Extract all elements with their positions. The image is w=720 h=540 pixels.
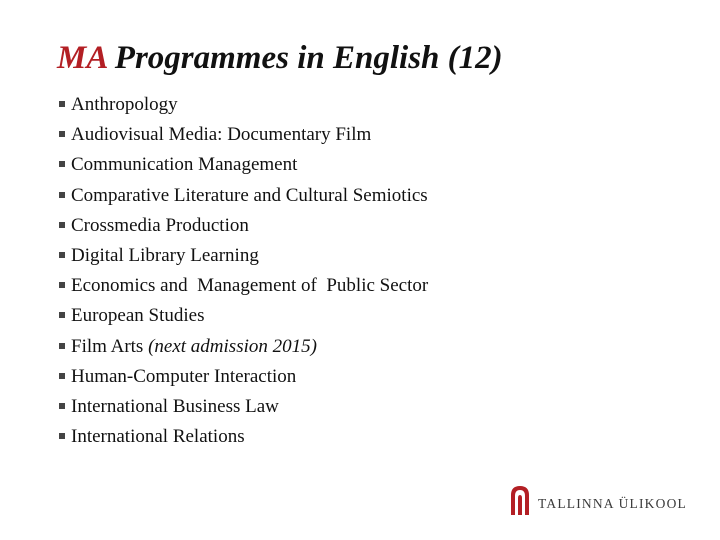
square-bullet-icon xyxy=(59,131,65,137)
programme-name: Comparative Literature and Cultural Semiotics xyxy=(71,184,428,206)
square-bullet-icon xyxy=(59,343,65,349)
list-item xyxy=(58,181,428,211)
square-bullet-icon xyxy=(59,312,65,318)
square-bullet-icon xyxy=(59,373,65,379)
programme-name: Human-Computer Interaction xyxy=(71,365,297,387)
list-item xyxy=(58,422,428,452)
programme-name: Communication Management xyxy=(71,154,298,176)
slide-title xyxy=(57,38,503,78)
programme-name: International Business Law xyxy=(71,395,279,417)
programme-name: Audiovisual Media: Documentary Film xyxy=(71,124,372,146)
programme-name: European Studies xyxy=(71,305,205,327)
list-item xyxy=(58,271,428,301)
programme-name: International Relations xyxy=(71,426,245,448)
programme-name: Film Arts xyxy=(71,335,149,357)
square-bullet-icon xyxy=(59,101,65,107)
list-item xyxy=(58,211,428,241)
square-bullet-icon xyxy=(59,161,65,167)
list-item xyxy=(58,392,428,422)
logo-text: TALLINNA ÜLIKOOL xyxy=(538,496,687,511)
programme-name: Economics and Management of Public Sector xyxy=(71,275,429,297)
square-bullet-icon xyxy=(59,222,65,228)
programme-list xyxy=(58,90,428,452)
list-item xyxy=(58,150,428,180)
square-bullet-icon xyxy=(59,252,65,258)
tallinn-university-arch-icon xyxy=(509,484,531,516)
list-item xyxy=(58,241,428,271)
programme-note: (next admission 2015) xyxy=(148,335,317,357)
title-accent: MA xyxy=(57,40,107,76)
programme-name: Anthropology xyxy=(71,94,178,116)
list-item xyxy=(58,362,428,392)
square-bullet-icon xyxy=(59,282,65,288)
list-item xyxy=(58,301,428,331)
list-item xyxy=(58,90,428,120)
university-logo xyxy=(509,484,687,516)
programme-name: Crossmedia Production xyxy=(71,214,249,236)
list-item xyxy=(58,120,428,150)
square-bullet-icon xyxy=(59,433,65,439)
title-rest: Programmes in English (12) xyxy=(114,40,503,76)
square-bullet-icon xyxy=(59,403,65,409)
list-item xyxy=(58,332,428,362)
programme-name: Digital Library Learning xyxy=(71,245,259,267)
square-bullet-icon xyxy=(59,192,65,198)
